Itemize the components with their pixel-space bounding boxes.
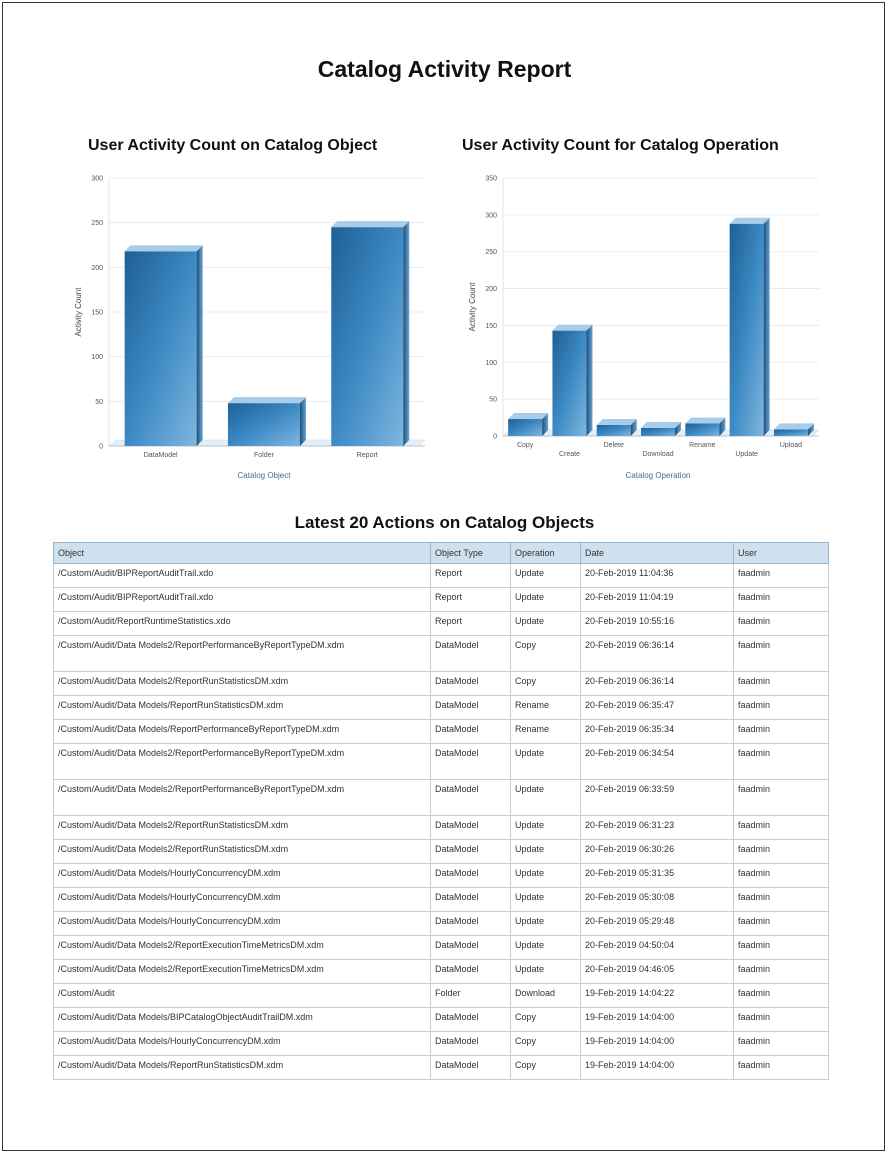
x-axis-title: Catalog Object	[237, 471, 291, 480]
x-tick-label: Create	[558, 451, 580, 458]
cell-date: 20-Feb-2019 11:04:36	[581, 564, 734, 588]
cell-object: /Custom/Audit/Data Models2/ReportRunStatisticsDM.xdm	[54, 672, 431, 696]
cell-object: /Custom/Audit/Data Models/ReportPerformanceByReportTypeDM.xdm	[54, 720, 431, 744]
table-row	[54, 1056, 829, 1080]
cell-user: faadmin	[734, 1056, 829, 1080]
bar-top-delete	[597, 419, 637, 425]
cell-operation: Copy	[511, 1032, 581, 1056]
cell-date: 20-Feb-2019 05:29:48	[581, 912, 734, 936]
bar-side-datamodel	[197, 245, 203, 446]
y-tick-label: 50	[489, 396, 497, 404]
cell-object-type: DataModel	[431, 696, 511, 720]
y-tick-label: 0	[493, 433, 497, 441]
cell-object: /Custom/Audit/Data Models2/ReportPerformanceByReportTypeDM.xdm	[54, 744, 431, 780]
y-tick-label: 100	[91, 354, 103, 362]
cell-date: 20-Feb-2019 10:55:16	[581, 612, 734, 636]
cell-object-type: Report	[431, 612, 511, 636]
cell-operation: Update	[511, 588, 581, 612]
cell-user: faadmin	[734, 1032, 829, 1056]
cell-user: faadmin	[734, 744, 829, 780]
cell-object: /Custom/Audit/Data Models2/ReportExecutionTimeMetricsDM.xdm	[54, 936, 431, 960]
table-row	[54, 696, 829, 720]
cell-object-type: Report	[431, 588, 511, 612]
cell-user: faadmin	[734, 672, 829, 696]
cell-operation: Download	[511, 984, 581, 1008]
cell-object-type: Report	[431, 564, 511, 588]
y-tick-label: 200	[485, 286, 497, 294]
cell-object-type: DataModel	[431, 912, 511, 936]
cell-operation: Copy	[511, 1008, 581, 1032]
cell-object: /Custom/Audit/Data Models2/ReportRunStatisticsDM.xdm	[54, 816, 431, 840]
cell-date: 19-Feb-2019 14:04:00	[581, 1032, 734, 1056]
cell-operation: Update	[511, 912, 581, 936]
cell-user: faadmin	[734, 960, 829, 984]
bar-top-update	[730, 218, 770, 224]
table-row	[54, 744, 829, 780]
bar-top-rename	[685, 417, 725, 423]
cell-operation: Update	[511, 960, 581, 984]
bar-top-create	[552, 325, 592, 331]
x-tick-label: Delete	[603, 442, 624, 449]
cell-date: 20-Feb-2019 06:35:34	[581, 720, 734, 744]
bar-top-datamodel	[125, 245, 203, 251]
table-row	[54, 1008, 829, 1032]
cell-object: /Custom/Audit/Data Models/ReportRunStatisticsDM.xdm	[54, 1056, 431, 1080]
cell-user: faadmin	[734, 636, 829, 672]
cell-operation: Update	[511, 564, 581, 588]
column-header-object: Object	[54, 543, 431, 564]
bar-side-report	[403, 221, 409, 446]
cell-date: 20-Feb-2019 06:30:26	[581, 840, 734, 864]
cell-operation: Update	[511, 936, 581, 960]
cell-object-type: DataModel	[431, 720, 511, 744]
cell-date: 20-Feb-2019 11:04:19	[581, 588, 734, 612]
chart-title-catalog-object: User Activity Count on Catalog Object	[88, 137, 378, 154]
bar-side-create	[586, 325, 592, 436]
y-tick-label: 300	[485, 212, 497, 220]
cell-object: /Custom/Audit/Data Models/HourlyConcurrencyDM.xdm	[54, 912, 431, 936]
x-tick-label: Rename	[689, 442, 716, 449]
column-header-operation: Operation	[511, 543, 581, 564]
table-row	[54, 636, 829, 672]
cell-date: 19-Feb-2019 14:04:00	[581, 1056, 734, 1080]
cell-operation: Rename	[511, 720, 581, 744]
cell-object-type: DataModel	[431, 960, 511, 984]
table-row	[54, 564, 829, 588]
cell-user: faadmin	[734, 864, 829, 888]
cell-object-type: DataModel	[431, 1008, 511, 1032]
table-row	[54, 780, 829, 816]
cell-user: faadmin	[734, 984, 829, 1008]
table-header-row	[54, 543, 829, 564]
y-axis-title: Activity Count	[468, 282, 477, 332]
cell-date: 20-Feb-2019 06:33:59	[581, 780, 734, 816]
bar-copy	[508, 419, 542, 436]
cell-operation: Copy	[511, 1056, 581, 1080]
cell-object-type: DataModel	[431, 936, 511, 960]
actions-table	[53, 542, 829, 1080]
bar-delete	[597, 425, 631, 436]
cell-date: 20-Feb-2019 06:31:23	[581, 816, 734, 840]
cell-date: 20-Feb-2019 05:30:08	[581, 888, 734, 912]
cell-user: faadmin	[734, 840, 829, 864]
cell-object-type: Folder	[431, 984, 511, 1008]
y-tick-label: 150	[91, 309, 103, 317]
y-tick-label: 300	[91, 175, 103, 183]
cell-user: faadmin	[734, 588, 829, 612]
bar-chart-catalog-operation	[447, 168, 827, 488]
cell-object-type: DataModel	[431, 864, 511, 888]
table-row	[54, 864, 829, 888]
cell-object: /Custom/Audit/Data Models/ReportRunStatisticsDM.xdm	[54, 696, 431, 720]
x-tick-label: Report	[356, 452, 378, 459]
cell-user: faadmin	[734, 780, 829, 816]
cell-operation: Update	[511, 780, 581, 816]
cell-date: 20-Feb-2019 05:31:35	[581, 864, 734, 888]
cell-date: 20-Feb-2019 04:46:05	[581, 960, 734, 984]
bar-rename	[685, 423, 719, 436]
bar-update	[730, 224, 764, 436]
cell-object-type: DataModel	[431, 1056, 511, 1080]
bar-chart-catalog-object	[55, 168, 415, 488]
chart-title-catalog-operation: User Activity Count for Catalog Operation	[462, 137, 779, 154]
cell-user: faadmin	[734, 1008, 829, 1032]
cell-user: faadmin	[734, 912, 829, 936]
column-header-date: Date	[581, 543, 734, 564]
bar-side-folder	[300, 397, 306, 446]
cell-object: /Custom/Audit/Data Models2/ReportRunStatisticsDM.xdm	[54, 840, 431, 864]
table-row	[54, 588, 829, 612]
table-row	[54, 612, 829, 636]
table-row	[54, 840, 829, 864]
y-tick-label: 250	[485, 249, 497, 257]
cell-object: /Custom/Audit/Data Models2/ReportPerformanceByReportTypeDM.xdm	[54, 636, 431, 672]
bar-side-update	[764, 218, 770, 436]
y-tick-label: 250	[91, 220, 103, 228]
cell-object: /Custom/Audit/BIPReportAuditTrail.xdo	[54, 588, 431, 612]
cell-user: faadmin	[734, 888, 829, 912]
cell-operation: Update	[511, 840, 581, 864]
bar-top-report	[331, 221, 409, 227]
cell-operation: Copy	[511, 636, 581, 672]
table-row	[54, 1032, 829, 1056]
bar-top-copy	[508, 413, 548, 419]
bar-top-upload	[774, 423, 814, 429]
cell-operation: Update	[511, 744, 581, 780]
cell-operation: Update	[511, 888, 581, 912]
table-row	[54, 816, 829, 840]
report-title: Catalog Activity Report	[317, 56, 572, 82]
cell-object: /Custom/Audit/Data Models/HourlyConcurrencyDM.xdm	[54, 864, 431, 888]
cell-object-type: DataModel	[431, 816, 511, 840]
column-header-object-type: Object Type	[431, 543, 511, 564]
bar-top-download	[641, 422, 681, 428]
cell-operation: Update	[511, 816, 581, 840]
y-tick-label: 200	[91, 264, 103, 272]
cell-date: 20-Feb-2019 04:50:04	[581, 936, 734, 960]
y-tick-label: 0	[99, 443, 103, 451]
cell-object-type: DataModel	[431, 672, 511, 696]
cell-object-type: DataModel	[431, 636, 511, 672]
cell-object: /Custom/Audit/BIPReportAuditTrail.xdo	[54, 564, 431, 588]
cell-object: /Custom/Audit/Data Models2/ReportPerformanceByReportTypeDM.xdm	[54, 780, 431, 816]
cell-date: 19-Feb-2019 14:04:00	[581, 1008, 734, 1032]
cell-date: 19-Feb-2019 14:04:22	[581, 984, 734, 1008]
cell-user: faadmin	[734, 564, 829, 588]
x-tick-label: Update	[735, 451, 758, 458]
cell-object: /Custom/Audit/Data Models2/ReportExecutionTimeMetricsDM.xdm	[54, 960, 431, 984]
y-tick-label: 50	[95, 398, 103, 406]
cell-operation: Rename	[511, 696, 581, 720]
table-row	[54, 720, 829, 744]
cell-user: faadmin	[734, 612, 829, 636]
cell-date: 20-Feb-2019 06:36:14	[581, 672, 734, 696]
y-tick-label: 150	[485, 322, 497, 330]
bar-top-folder	[228, 397, 306, 403]
cell-date: 20-Feb-2019 06:34:54	[581, 744, 734, 780]
x-axis-title: Catalog Operation	[625, 471, 691, 480]
bar-download	[641, 428, 675, 436]
x-tick-label: DataModel	[143, 452, 178, 459]
cell-user: faadmin	[734, 720, 829, 744]
bar-datamodel	[125, 251, 197, 446]
cell-date: 20-Feb-2019 06:36:14	[581, 636, 734, 672]
cell-user: faadmin	[734, 816, 829, 840]
table-row	[54, 960, 829, 984]
cell-user: faadmin	[734, 936, 829, 960]
cell-object-type: DataModel	[431, 1032, 511, 1056]
cell-operation: Update	[511, 612, 581, 636]
bar-folder	[228, 403, 300, 446]
cell-object: /Custom/Audit/Data Models/HourlyConcurrencyDM.xdm	[54, 888, 431, 912]
table-row	[54, 912, 829, 936]
cell-object-type: DataModel	[431, 840, 511, 864]
x-tick-label: Folder	[254, 452, 274, 459]
table-row	[54, 888, 829, 912]
cell-object-type: DataModel	[431, 780, 511, 816]
table-title: Latest 20 Actions on Catalog Objects	[294, 513, 595, 532]
cell-object: /Custom/Audit/Data Models/BIPCatalogObjectAuditTrailDM.xdm	[54, 1008, 431, 1032]
cell-object: /Custom/Audit	[54, 984, 431, 1008]
x-tick-label: Download	[642, 451, 674, 458]
cell-object: /Custom/Audit/Data Models/HourlyConcurrencyDM.xdm	[54, 1032, 431, 1056]
cell-operation: Copy	[511, 672, 581, 696]
bar-report	[331, 227, 403, 446]
cell-object-type: DataModel	[431, 888, 511, 912]
table-row	[54, 936, 829, 960]
column-header-user: User	[734, 543, 829, 564]
cell-date: 20-Feb-2019 06:35:47	[581, 696, 734, 720]
x-tick-label: Copy	[516, 442, 534, 449]
table-row	[54, 984, 829, 1008]
cell-object-type: DataModel	[431, 744, 511, 780]
cell-user: faadmin	[734, 696, 829, 720]
y-axis-title: Activity Count	[74, 287, 83, 337]
cell-operation: Update	[511, 864, 581, 888]
x-tick-label: Upload	[779, 442, 803, 449]
bar-upload	[774, 429, 808, 436]
y-tick-label: 350	[485, 175, 497, 183]
y-tick-label: 100	[485, 359, 497, 367]
bar-create	[552, 331, 586, 436]
table-row	[54, 672, 829, 696]
cell-object: /Custom/Audit/ReportRuntimeStatistics.xdo	[54, 612, 431, 636]
